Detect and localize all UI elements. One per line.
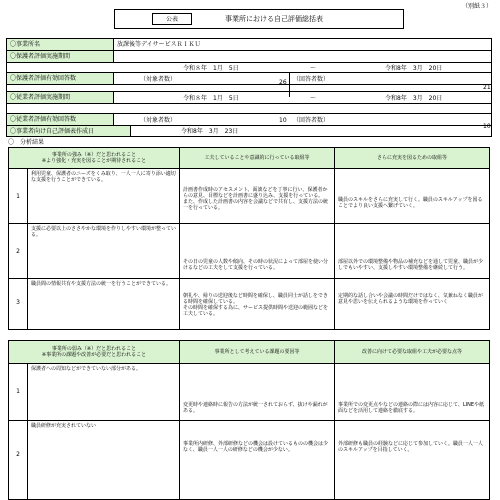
- weakness-row-1-b: 変更時や連絡時に報告の方法が統一されておらず、抜けや漏れがある。: [179, 363, 335, 421]
- strength-row-1-c: 職員のスキルをさらに充実して行く。職員のスキルアップを図ることでより良い支援へ繋げていく。: [334, 168, 490, 224]
- strengths-header-col3: さらに充実を図るための取組等: [334, 147, 490, 169]
- page-title: 事業所における自己評価総括表: [225, 15, 323, 23]
- staff-period-from: 令和８年 1月 5日: [183, 95, 239, 102]
- staff-period-tilde: ～: [310, 95, 317, 102]
- strength-row-1-a: 利用児童、保護者のニーズをくみ取り、一人一人に寄り添い適切な支援を行うことができている。: [27, 168, 180, 224]
- created-date: [130, 125, 492, 137]
- staff-period-to: 令和8年 3月 20日: [385, 95, 443, 102]
- strength-row-2-b: その日の児童の人数や傾向、その時の状況によって部屋を使い分けるなどの工夫をして支援を行っている。: [179, 223, 335, 279]
- weakness-row-1-num: 1: [8, 363, 28, 421]
- info-label-created: 〇事業者向け自己評価表作成日: [6, 125, 131, 137]
- info-label-facility: 〇事業所名: [6, 38, 114, 51]
- parent-resp-value: 21: [483, 84, 491, 91]
- info-label-staff-count: 〇従業者評価有効回答数: [6, 113, 114, 126]
- strength-row-3-b: 朝礼や、帰りの送迎後など時間を確保し、職員同士が話しをできる時間を確保している。 その時間を確保する為に、サービス提供時間や送迎の範囲などを工夫している。: [179, 278, 335, 330]
- strength-row-3-c: 定期的な話し合いや会議の時間だけではなく、気兼ねなく職員が意見や思いを伝えられるような環境を作っていく: [334, 278, 490, 330]
- header-box: [114, 9, 404, 29]
- weaknesses-header-col1: 事業所の弱み（※）だと思われること ※事業所の課題や改善が必要だと思われること: [8, 340, 180, 364]
- strength-row-2-c: 部屋以外での環境整備や物品の補充などを通して児童、職員が少しでもいやすい、支援しやすい環境整備を継続して行う。: [334, 223, 490, 279]
- strength-row-1-b: 計画書作成時のアセスメント、面談などを丁寧に行い、保護者からの意見、目標などを計画書に盛り込み、支援を行っている。 また、作成した計画書の内容を会議などで共有し、支援方法の統一を行っている。: [179, 168, 335, 224]
- strengths-table: [8, 147, 490, 320]
- weaknesses-header-col3: 改善に向けて必要な取組や工夫が必要な点等: [334, 340, 490, 364]
- public-badge: 公表: [152, 13, 192, 25]
- weaknesses-table: [8, 340, 490, 500]
- info-label-parent-period: 〇保護者評価実施期間: [6, 50, 114, 63]
- strengths-header-col2: 工夫していることや意識的に行っている取組等: [179, 147, 335, 169]
- staff-resp-label: （回答者数）: [293, 117, 330, 124]
- parent-period-to: 令和8年 3月 20日: [385, 65, 443, 72]
- facility-name: 放課後等デイサービスＲＩＫＵ: [113, 38, 492, 51]
- parent-resp-label: （回答者数）: [293, 76, 330, 83]
- weakness-row-1-a: 保護者への周知などができていない部分がある。: [27, 363, 180, 421]
- staff-target-value: 10: [279, 117, 287, 124]
- weakness-row-2-a: 職員研修が充実されていない: [27, 420, 180, 500]
- weakness-row-2-b: 事業所内研修、外部研修などの機会は設けているものの機会は少なく、職員一人一人の研修などの機会が少ない。: [179, 420, 335, 500]
- strength-row-3-num: 3: [8, 278, 28, 330]
- strengths-header-col1: 事業所の強み（※）だと思われること ※より強化・充実を図ることが期待されること: [8, 147, 180, 169]
- parent-target-label: （対象者数）: [140, 76, 177, 83]
- sheet-reference: （別紙３）: [462, 3, 493, 10]
- staff-target-label: （対象者数）: [140, 117, 177, 124]
- strength-row-2-a: 支援に必要以上のささやかな環境を作りしやすい環境が整っている。: [27, 223, 180, 279]
- strength-row-3-a: 職員間の情報共有や支援方法の統一を行うことができている。: [27, 278, 180, 330]
- weakness-row-2-num: 2: [8, 420, 28, 500]
- strength-row-1-num: 1: [8, 168, 28, 224]
- staff-resp-value: 10: [483, 123, 491, 130]
- parent-target-value: 26: [279, 79, 287, 86]
- info-label-parent-count: 〇保護者評価有効回答数: [6, 72, 114, 85]
- info-section: [6, 38, 492, 133]
- weakness-row-1-c: 事業所での変更点やなどの連絡の際には内容に応じて、LINEや紙面などを活用して連絡を徹底する。: [334, 363, 490, 421]
- weakness-row-2-c: 外部研修も職員の経験などに応じて参加していく。職員一人一人のスキルアップを目指していく。: [334, 420, 490, 500]
- info-label-staff-period: 〇従業者評価実施期間: [6, 91, 114, 104]
- parent-period-from: 令和８年 1月 5日: [183, 65, 239, 72]
- strength-row-2-num: 2: [8, 223, 28, 279]
- analysis-title: 〇 分析結果: [8, 139, 45, 146]
- weaknesses-header-col2: 事業所として考えている課題の要因等: [179, 340, 335, 364]
- parent-period-tilde: ～: [310, 65, 317, 72]
- created-date-value: 令和8年 3月 23日: [181, 128, 239, 135]
